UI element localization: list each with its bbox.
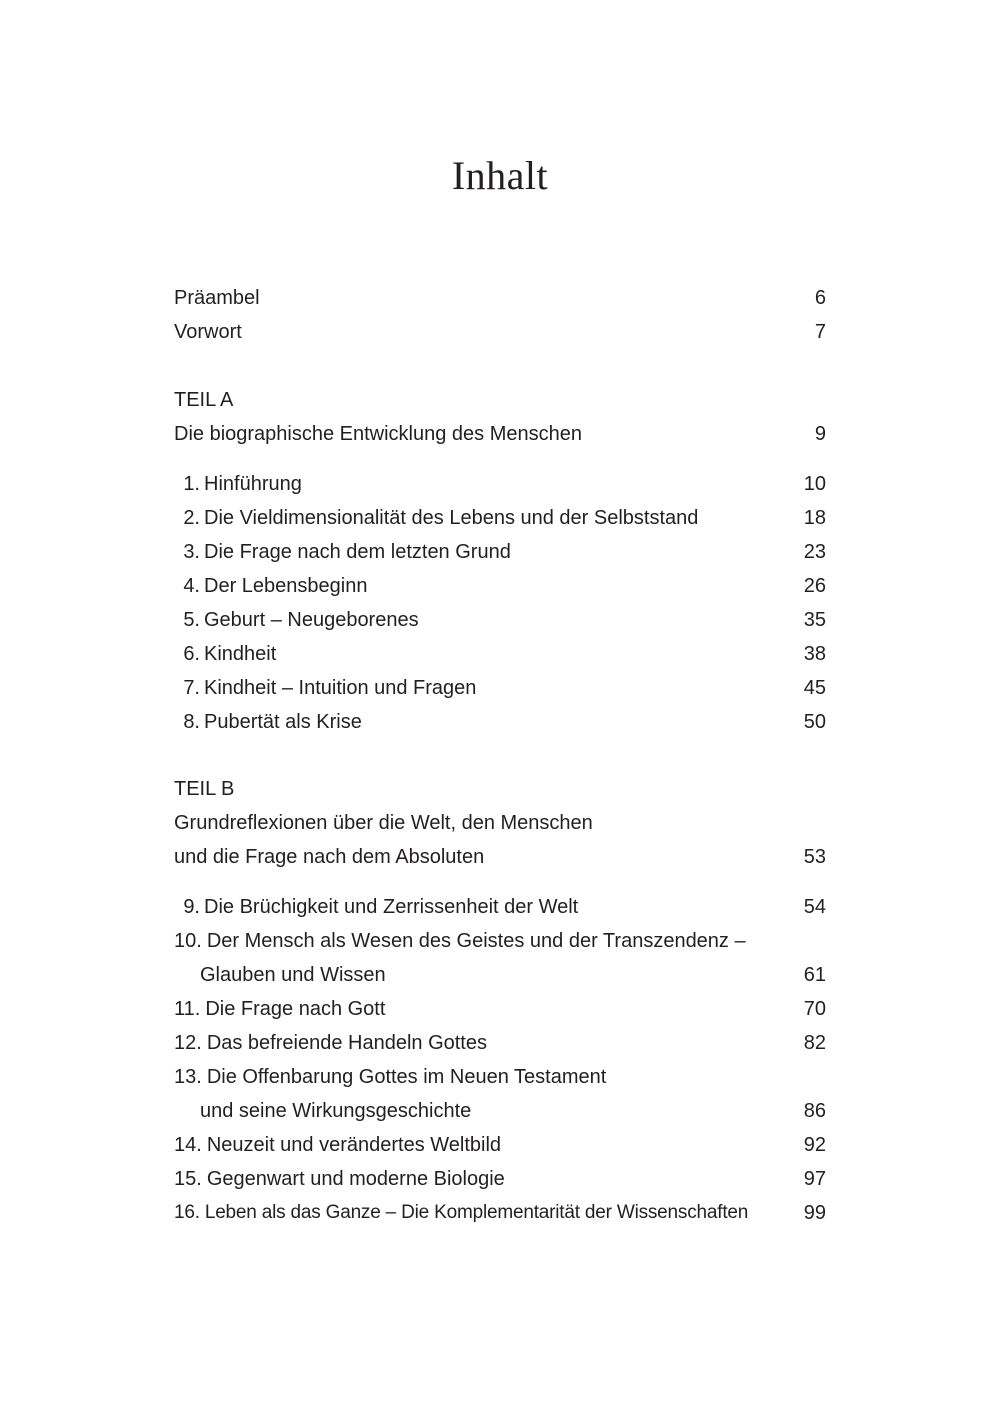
chapter-number: 15.: [174, 1168, 202, 1190]
chapter-title: [174, 1128, 501, 1162]
chapter-number: 2.: [183, 507, 200, 529]
toc-page-number: 10: [803, 473, 826, 495]
toc-chapter-14[interactable]: [174, 1128, 826, 1162]
toc-page-number: 92: [803, 1134, 826, 1156]
chapter-label: Neuzeit und verändertes Weltbild: [206, 1134, 502, 1156]
chapter-number: 7.: [183, 677, 200, 699]
chapter-number: 8.: [183, 711, 200, 733]
toc-page-number: 53: [803, 846, 826, 868]
toc-entry-praeambel[interactable]: [174, 281, 826, 315]
toc-page-number: 97: [803, 1168, 826, 1190]
toc-chapter-1[interactable]: [174, 467, 826, 501]
toc-page-number: 7: [814, 321, 826, 343]
chapter-number: 1.: [183, 473, 200, 495]
toc-entry-label: Präambel: [174, 287, 260, 309]
chapter-number: 10.: [174, 930, 202, 952]
part-title-label: und die Frage nach dem Absoluten: [174, 846, 485, 868]
chapter-title: [174, 958, 386, 992]
toc-page-number: 82: [803, 1032, 826, 1054]
chapter-number: 3.: [183, 541, 200, 563]
part-a-heading: [174, 383, 826, 417]
chapter-title: [174, 1162, 505, 1196]
chapter-number: 12.: [174, 1032, 202, 1054]
chapter-label: Pubertät als Krise: [204, 711, 362, 733]
chapter-title: [174, 501, 698, 535]
chapter-title: [174, 705, 362, 739]
chapter-label-continued: Glauben und Wissen: [200, 964, 386, 986]
part-a-title[interactable]: [174, 417, 826, 451]
chapter-title: [174, 1060, 606, 1094]
toc-page-number: 99: [803, 1202, 826, 1224]
chapter-title: [174, 569, 367, 603]
chapter-label: Die Brüchigkeit und Zerrissenheit der Welt: [204, 896, 579, 918]
toc-page-number: 38: [803, 643, 826, 665]
toc-page-number: 61: [803, 964, 826, 986]
part-b-heading: [174, 772, 826, 806]
toc-chapter-16[interactable]: [174, 1196, 826, 1230]
chapter-number: 11.: [174, 998, 201, 1020]
chapter-number: 13.: [174, 1066, 202, 1088]
chapter-title: [174, 924, 746, 958]
chapter-label: Der Lebensbeginn: [204, 575, 368, 597]
chapter-title: [174, 1026, 487, 1060]
chapter-label: Der Mensch als Wesen des Geistes und der Transzendenz –: [206, 930, 746, 952]
chapter-label: Kindheit: [204, 643, 277, 665]
toc-chapter-15[interactable]: [174, 1162, 826, 1196]
toc-entry-label: Vorwort: [174, 321, 242, 343]
toc-chapter-13[interactable]: [174, 1060, 826, 1094]
chapter-title: [174, 992, 385, 1026]
chapter-number: 16.: [174, 1202, 200, 1223]
toc-chapter-4[interactable]: [174, 569, 826, 603]
chapter-label: Hinführung: [204, 473, 302, 495]
toc-chapter-10[interactable]: [174, 924, 826, 958]
chapter-number: 5.: [183, 609, 200, 631]
chapter-label-continued: und seine Wirkungsgeschichte: [200, 1100, 472, 1122]
chapter-label: Die Frage nach Gott: [205, 998, 386, 1020]
chapter-title: [174, 671, 476, 705]
toc-chapter-5[interactable]: [174, 603, 826, 637]
toc-page-number: 35: [803, 609, 826, 631]
toc-chapter-8[interactable]: [174, 705, 826, 739]
chapter-title: [174, 1094, 471, 1128]
toc-page-number: 70: [803, 998, 826, 1020]
part-b-title-line1[interactable]: [174, 806, 826, 840]
chapter-label: Geburt – Neugeborenes: [204, 609, 419, 631]
chapter-number: 6.: [183, 643, 200, 665]
chapter-label: Gegenwart und moderne Biologie: [206, 1168, 505, 1190]
page-title: Inhalt: [451, 153, 549, 198]
toc-chapter-9[interactable]: [174, 890, 826, 924]
chapter-number: 14.: [174, 1134, 202, 1156]
toc-page-number: 45: [803, 677, 826, 699]
toc-chapter-12[interactable]: [174, 1026, 826, 1060]
chapter-label: Die Frage nach dem letzten Grund: [204, 541, 511, 563]
toc-page-number: 26: [803, 575, 826, 597]
chapter-number: 9.: [183, 896, 200, 918]
chapter-label: Das befreiende Handeln Gottes: [206, 1032, 487, 1054]
part-heading-label: TEIL A: [174, 389, 234, 411]
toc-page-number: 54: [803, 896, 826, 918]
part-title-label: Grundreflexionen über die Welt, den Menschen: [174, 812, 593, 834]
toc-page-number: 86: [803, 1100, 826, 1122]
toc-page-number: 23: [803, 541, 826, 563]
toc-page-number: 18: [803, 507, 826, 529]
chapter-number: 4.: [183, 575, 200, 597]
toc-chapter-10-cont[interactable]: [174, 958, 826, 992]
chapter-label: Leben als das Ganze – Die Komplementarität der Wissenschaften: [204, 1202, 749, 1223]
chapter-title: [174, 535, 511, 569]
toc-page-number: 9: [814, 423, 826, 445]
toc-chapter-6[interactable]: [174, 637, 826, 671]
chapter-label: Kindheit – Intuition und Fragen: [204, 677, 477, 699]
chapter-title: [174, 1196, 748, 1230]
toc-page-number: 50: [803, 711, 826, 733]
chapter-label: Die Vieldimensionalität des Lebens und der Selbststand: [204, 507, 699, 529]
toc-chapter-7[interactable]: [174, 671, 826, 705]
toc-page-number: 6: [814, 287, 826, 309]
chapter-title: [174, 467, 302, 501]
chapter-title: [174, 603, 419, 637]
toc-chapter-2[interactable]: [174, 501, 826, 535]
toc-chapter-11[interactable]: [174, 992, 826, 1026]
chapter-title: [174, 637, 276, 671]
chapter-label: Die Offenbarung Gottes im Neuen Testament: [206, 1066, 607, 1088]
toc-entry-vorwort[interactable]: [174, 315, 826, 349]
chapter-title: [174, 890, 578, 924]
part-heading-label: TEIL B: [174, 778, 235, 800]
toc-chapter-3[interactable]: [174, 535, 826, 569]
toc-chapter-13-cont[interactable]: [174, 1094, 826, 1128]
part-b-title-line2[interactable]: [174, 840, 826, 874]
part-title-label: Die biographische Entwicklung des Menschen: [174, 423, 583, 445]
